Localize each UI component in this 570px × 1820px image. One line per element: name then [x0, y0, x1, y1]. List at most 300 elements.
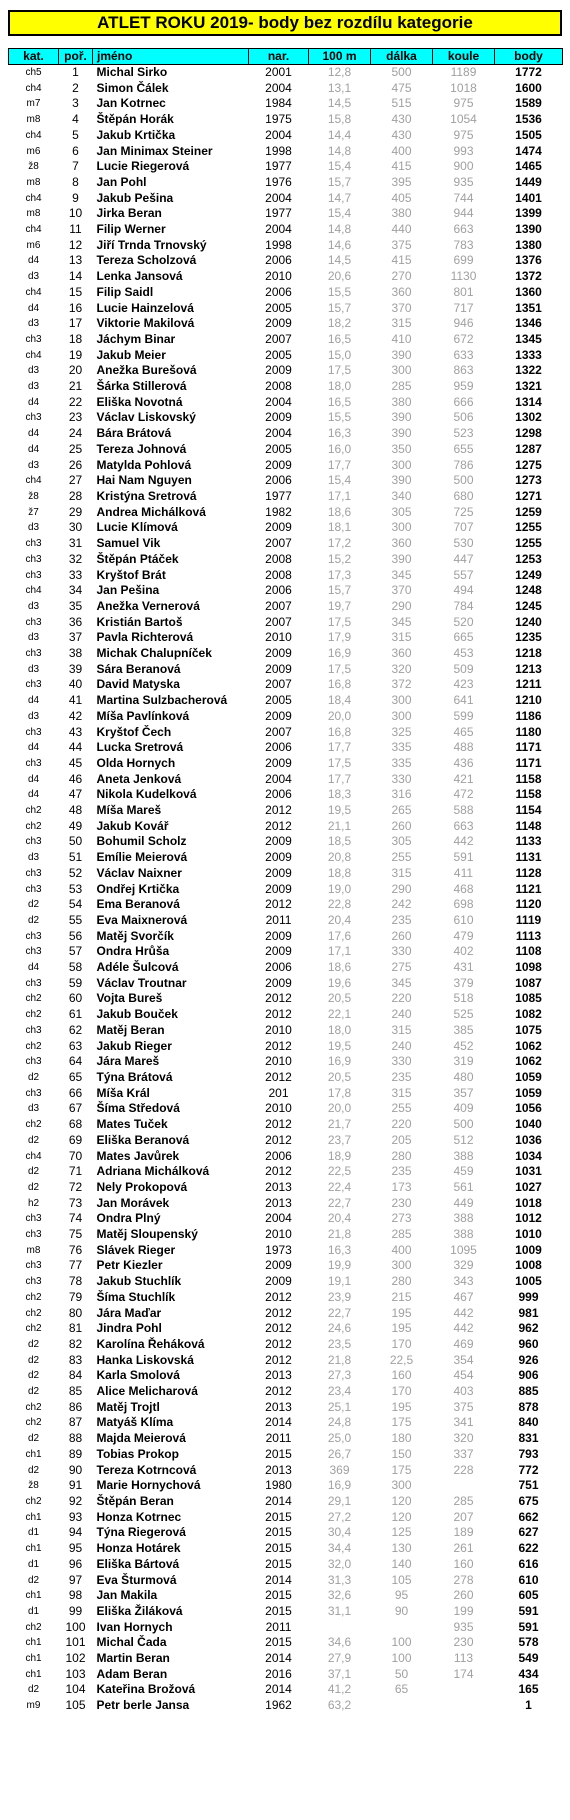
cell-body: 1148 [515, 818, 542, 833]
cell-dalka: 230 [391, 1195, 412, 1210]
cell-kat: d4 [27, 428, 40, 440]
cell-narozeni: 2014 [265, 1572, 292, 1587]
cell-dalka: 315 [391, 865, 412, 880]
cell-koule: 717 [453, 300, 474, 315]
cell-body: 1249 [515, 567, 542, 582]
cell-dalka: 150 [391, 1446, 412, 1461]
cell-dalka: 130 [391, 1541, 412, 1556]
header-koule: koule [433, 49, 495, 65]
cell-koule: 641 [453, 693, 474, 708]
cell-dalka: 300 [391, 363, 412, 378]
cell-koule: 459 [453, 1164, 474, 1179]
cell-poradi: 56 [68, 928, 83, 943]
cell-koule: 744 [453, 190, 474, 205]
table-row [9, 725, 563, 741]
cell-dalka [371, 1698, 433, 1714]
cell-koule: 261 [453, 1541, 474, 1556]
cell-poradi: 96 [68, 1556, 83, 1571]
cell-koule: 1018 [450, 80, 477, 95]
cell-poradi: 74 [68, 1211, 83, 1226]
cell-100m: 17,8 [327, 1085, 352, 1100]
table-row [9, 1306, 563, 1322]
cell-kat: ch3 [25, 883, 42, 895]
cell-koule: 375 [453, 1399, 474, 1414]
cell-dalka: 375 [391, 237, 412, 252]
table-row [9, 253, 563, 269]
cell-narozeni: 2008 [265, 567, 292, 582]
cell-poradi: 101 [65, 1635, 86, 1650]
cell-poradi: 64 [68, 1054, 83, 1069]
cell-narozeni: 2012 [265, 1336, 292, 1351]
spacer [8, 36, 562, 48]
cell-dalka: 390 [391, 347, 412, 362]
cell-poradi: 88 [68, 1431, 83, 1446]
header-row [9, 49, 563, 65]
cell-100m: 14,8 [327, 222, 352, 237]
cell-body: 1536 [515, 112, 542, 127]
cell-dalka: 235 [391, 1164, 412, 1179]
cell-dalka: 273 [391, 1211, 412, 1226]
cell-narozeni: 1998 [265, 143, 292, 158]
table-row [9, 363, 563, 379]
cell-dalka: 335 [391, 740, 412, 755]
cell-kat: d3 [27, 365, 40, 377]
cell-dalka: 360 [391, 284, 412, 299]
cell-body: 1314 [515, 394, 542, 409]
cell-100m: 15,7 [327, 174, 352, 189]
cell-jmeno: Lucka Sretrová [96, 740, 184, 755]
cell-dalka: 440 [391, 222, 412, 237]
cell-body: 1113 [515, 928, 542, 943]
cell-dalka: 180 [391, 1431, 412, 1446]
cell-koule: 561 [453, 1179, 474, 1194]
header-poradi: poř. [59, 49, 93, 65]
cell-poradi: 83 [68, 1352, 83, 1367]
table-row [9, 1541, 563, 1557]
cell-jmeno: Anežka Burešová [96, 363, 197, 378]
cell-dalka: 242 [391, 897, 412, 912]
cell-100m: 18,2 [327, 316, 352, 331]
cell-100m: 25,0 [327, 1431, 352, 1446]
cell-kat: ch3 [25, 977, 42, 989]
cell-jmeno: Hanka Liskovská [96, 1352, 194, 1367]
cell-narozeni: 2014 [265, 1493, 292, 1508]
results-body [9, 65, 563, 1714]
cell-body: 962 [518, 1321, 539, 1336]
cell-kat: ch3 [25, 648, 42, 660]
cell-dalka: 105 [391, 1572, 412, 1587]
cell-jmeno: Lenka Jansová [96, 269, 183, 284]
cell-body: 1036 [515, 1132, 542, 1147]
cell-100m: 16,9 [327, 1054, 352, 1069]
cell-narozeni: 2006 [265, 284, 292, 299]
cell-kat: d4 [27, 695, 40, 707]
cell-body: 772 [518, 1462, 539, 1477]
cell-kat: d2 [27, 1338, 40, 1350]
cell-narozeni: 1980 [265, 1478, 292, 1493]
cell-narozeni: 2009 [265, 834, 292, 849]
cell-kat: ch2 [25, 1009, 42, 1021]
cell-poradi: 24 [68, 426, 83, 441]
table-row [9, 1510, 563, 1526]
cell-body: 1351 [515, 300, 542, 315]
cell-dalka: 400 [391, 1242, 412, 1257]
cell-dalka: 65 [394, 1682, 409, 1697]
cell-jmeno: Jirka Beran [96, 206, 162, 221]
cell-100m: 18,3 [327, 787, 352, 802]
cell-narozeni: 2004 [265, 222, 292, 237]
table-row [9, 819, 563, 835]
cell-kat: m8 [26, 208, 41, 220]
cell-narozeni: 2005 [265, 441, 292, 456]
cell-poradi: 32 [68, 551, 83, 566]
cell-narozeni: 1977 [265, 206, 292, 221]
cell-koule: 421 [453, 771, 474, 786]
table-row [9, 599, 563, 615]
cell-body: 1345 [515, 331, 542, 346]
cell-kat: ch3 [25, 946, 42, 958]
cell-koule: 479 [453, 928, 474, 943]
cell-jmeno: Petr berle Jansa [96, 1698, 190, 1713]
cell-body: 1287 [515, 441, 542, 456]
table-row [9, 301, 563, 317]
cell-narozeni: 2005 [265, 300, 292, 315]
cell-100m: 23,9 [327, 1289, 352, 1304]
cell-body: 1772 [515, 65, 542, 79]
cell-body: 1505 [515, 127, 542, 142]
cell-jmeno: Ivan Hornych [96, 1619, 173, 1634]
cell-100m: 19,5 [327, 803, 352, 818]
table-row [9, 238, 563, 254]
cell-100m: 15,7 [327, 300, 352, 315]
cell-body: 1171 [515, 755, 542, 770]
cell-100m: 22,8 [327, 897, 352, 912]
cell-poradi: 80 [68, 1305, 83, 1320]
cell-poradi: 57 [68, 944, 83, 959]
cell-poradi: 40 [68, 677, 83, 692]
cell-poradi: 81 [68, 1321, 83, 1336]
cell-dalka: 380 [391, 394, 412, 409]
cell-jmeno: Eliška Beranová [96, 1132, 190, 1147]
cell-poradi: 49 [68, 818, 83, 833]
table-row [9, 615, 563, 631]
table-row [9, 882, 563, 898]
cell-dalka: 100 [391, 1651, 412, 1666]
cell-jmeno: Jan Pešina [96, 583, 160, 598]
table-row [9, 426, 563, 442]
cell-narozeni: 2009 [265, 410, 292, 425]
cell-dalka: 50 [394, 1666, 409, 1681]
cell-koule: 442 [453, 834, 474, 849]
cell-dalka: 220 [391, 1117, 412, 1132]
cell-dalka: 305 [391, 504, 412, 519]
cell-narozeni: 2014 [265, 1682, 292, 1697]
table-row [9, 991, 563, 1007]
cell-koule: 946 [453, 316, 474, 331]
cell-koule [433, 1478, 495, 1494]
cell-100m: 17,5 [327, 661, 352, 676]
table-row [9, 65, 563, 81]
cell-koule: 975 [453, 96, 474, 111]
cell-dalka: 405 [391, 190, 412, 205]
cell-body: 1119 [515, 912, 542, 927]
cell-koule: 319 [453, 1054, 474, 1069]
table-row [9, 693, 563, 709]
cell-body: 1271 [515, 488, 542, 503]
cell-100m: 18,0 [327, 1022, 352, 1037]
cell-100m: 17,7 [327, 740, 352, 755]
cell-kat: d4 [27, 443, 40, 455]
table-row [9, 206, 563, 222]
cell-jmeno: Jára Maďar [96, 1305, 162, 1320]
table-row [9, 772, 563, 788]
cell-100m: 16,3 [327, 1242, 352, 1257]
cell-narozeni: 2004 [265, 771, 292, 786]
table-row [9, 159, 563, 175]
cell-100m: 22,5 [327, 1164, 352, 1179]
cell-body: 1275 [515, 457, 542, 472]
cell-koule: 467 [453, 1289, 474, 1304]
table-row [9, 1667, 563, 1683]
cell-kat: ch2 [25, 1119, 42, 1131]
cell-jmeno: Jan Morávek [96, 1195, 170, 1210]
cell-100m: 37,1 [327, 1666, 352, 1681]
cell-narozeni: 2016 [265, 1666, 292, 1681]
cell-kat: ch2 [25, 1307, 42, 1319]
table-row [9, 552, 563, 568]
cell-kat: d3 [27, 1103, 40, 1115]
cell-poradi: 39 [68, 661, 83, 676]
table-row [9, 834, 563, 850]
cell-100m: 17,7 [327, 457, 352, 472]
cell-body: 1158 [515, 771, 542, 786]
cell-jmeno: Matyáš Klíma [96, 1415, 174, 1430]
cell-poradi: 70 [68, 1148, 83, 1163]
cell-jmeno: Bára Brátová [96, 426, 172, 441]
cell-koule: 454 [453, 1368, 474, 1383]
cell-dalka: 335 [391, 755, 412, 770]
cell-narozeni: 1976 [265, 174, 292, 189]
cell-kat: d2 [27, 1370, 40, 1382]
cell-narozeni: 1982 [265, 504, 292, 519]
cell-narozeni: 2007 [265, 536, 292, 551]
cell-narozeni: 1977 [265, 159, 292, 174]
cell-narozeni: 2012 [265, 1164, 292, 1179]
cell-koule: 379 [453, 975, 474, 990]
table-row [9, 976, 563, 992]
table-row [9, 1525, 563, 1541]
table-row [9, 630, 563, 646]
cell-100m: 21,8 [327, 1227, 352, 1242]
cell-dalka: 315 [391, 316, 412, 331]
cell-100m: 17,5 [327, 614, 352, 629]
cell-koule: 453 [453, 646, 474, 661]
cell-koule: 588 [453, 803, 474, 818]
cell-100m: 22,4 [327, 1179, 352, 1194]
cell-kat: ch2 [25, 805, 42, 817]
cell-koule: 783 [453, 237, 474, 252]
cell-dalka: 275 [391, 960, 412, 975]
cell-poradi: 52 [68, 865, 83, 880]
cell-100m: 17,9 [327, 630, 352, 645]
cell-jmeno: Samuel Vik [96, 536, 161, 551]
cell-kat: ch2 [25, 1621, 42, 1633]
cell-jmeno: Jakub Meier [96, 347, 166, 362]
table-row [9, 128, 563, 144]
cell-dalka: 170 [391, 1384, 412, 1399]
cell-body: 1253 [515, 551, 542, 566]
cell-kat: d4 [27, 773, 40, 785]
cell-narozeni: 2007 [265, 331, 292, 346]
cell-jmeno: Lucie Klímová [96, 520, 178, 535]
cell-koule: 784 [453, 598, 474, 613]
cell-poradi: 76 [68, 1242, 83, 1257]
cell-poradi: 77 [68, 1258, 83, 1273]
cell-body: 1009 [515, 1242, 542, 1257]
cell-kat: d1 [27, 1527, 40, 1539]
cell-dalka: 160 [391, 1368, 412, 1383]
header-narozeni: nar. [249, 49, 309, 65]
cell-body: 1 [525, 1698, 532, 1713]
cell-kat: d2 [27, 1684, 40, 1696]
table-row [9, 520, 563, 536]
cell-dalka: 240 [391, 1007, 412, 1022]
cell-dalka: 265 [391, 803, 412, 818]
cell-narozeni: 2010 [265, 1022, 292, 1037]
cell-dalka: 22,5 [389, 1352, 414, 1367]
cell-100m: 63,2 [327, 1698, 352, 1713]
cell-kat: ch4 [25, 129, 42, 141]
cell-body: 434 [518, 1666, 539, 1681]
cell-poradi: 4 [72, 112, 79, 127]
table-row [9, 1290, 563, 1306]
cell-kat: d2 [27, 1574, 40, 1586]
cell-100m: 21,1 [327, 818, 352, 833]
cell-narozeni: 2009 [265, 646, 292, 661]
cell-poradi: 79 [68, 1289, 83, 1304]
cell-kat: d3 [27, 522, 40, 534]
cell-100m: 12,8 [327, 65, 352, 79]
cell-narozeni: 2006 [265, 960, 292, 975]
cell-narozeni: 2005 [265, 693, 292, 708]
cell-kat: ch3 [25, 1213, 42, 1225]
cell-poradi: 65 [68, 1070, 83, 1084]
cell-koule: 442 [453, 1321, 474, 1336]
cell-kat: d1 [27, 1605, 40, 1617]
cell-jmeno: Viktorie Makilová [96, 316, 195, 331]
cell-koule: 469 [453, 1336, 474, 1351]
cell-kat: d4 [27, 962, 40, 974]
cell-koule: 786 [453, 457, 474, 472]
table-row [9, 1054, 563, 1070]
cell-body: 1018 [515, 1195, 542, 1210]
header-kat: kat. [9, 49, 59, 65]
cell-narozeni: 1962 [265, 1698, 292, 1713]
cell-100m: 23,5 [327, 1336, 352, 1351]
cell-poradi: 2 [72, 80, 79, 95]
cell-jmeno: Jindra Pohl [96, 1321, 162, 1336]
cell-jmeno: Václav Liskovský [96, 410, 196, 425]
cell-dalka: 280 [391, 1274, 412, 1289]
cell-jmeno: Karla Smolová [96, 1368, 180, 1383]
cell-body: 981 [518, 1305, 539, 1320]
cell-body: 1012 [515, 1211, 542, 1226]
cell-100m: 27,2 [327, 1509, 352, 1524]
cell-kat: ch3 [25, 1087, 42, 1099]
cell-kat: d2 [27, 1072, 40, 1083]
table-row [9, 348, 563, 364]
cell-narozeni: 2012 [265, 1117, 292, 1132]
cell-jmeno: Martina Sulzbacherová [96, 693, 228, 708]
cell-koule: 385 [453, 1022, 474, 1037]
table-row [9, 897, 563, 913]
cell-koule: 465 [453, 724, 474, 739]
cell-dalka: 235 [391, 1070, 412, 1084]
cell-koule: 442 [453, 1305, 474, 1320]
cell-jmeno: Kristýna Sretrová [96, 488, 197, 503]
cell-dalka: 300 [391, 1478, 412, 1493]
cell-jmeno: Michal Čada [96, 1635, 167, 1650]
cell-100m: 15,4 [327, 473, 352, 488]
cell-poradi: 62 [68, 1022, 83, 1037]
cell-dalka: 475 [391, 80, 412, 95]
cell-poradi: 105 [65, 1698, 86, 1713]
cell-narozeni: 2015 [265, 1556, 292, 1571]
cell-body: 1240 [515, 614, 542, 629]
cell-koule: 228 [453, 1462, 474, 1477]
cell-poradi: 86 [68, 1399, 83, 1414]
cell-narozeni: 2004 [265, 190, 292, 205]
cell-narozeni: 1977 [265, 488, 292, 503]
table-row [9, 316, 563, 332]
cell-100m: 32,6 [327, 1588, 352, 1603]
cell-100m: 17,5 [327, 363, 352, 378]
cell-jmeno: Kryštof Čech [96, 724, 172, 739]
cell-poradi: 73 [68, 1195, 83, 1210]
cell-narozeni: 2015 [265, 1525, 292, 1540]
cell-100m: 31,1 [327, 1603, 352, 1618]
table-row [9, 1227, 563, 1243]
cell-dalka: 370 [391, 583, 412, 598]
cell-poradi: 17 [68, 316, 83, 331]
cell-jmeno: Jan Minimax Steiner [96, 143, 213, 158]
cell-dalka: 390 [391, 410, 412, 425]
cell-100m: 16,8 [327, 677, 352, 692]
cell-100m: 17,1 [327, 488, 352, 503]
cell-narozeni: 2006 [265, 740, 292, 755]
cell-narozeni: 2007 [265, 724, 292, 739]
cell-kat: d3 [27, 381, 40, 393]
cell-body: 1186 [515, 708, 542, 723]
cell-body: 1005 [515, 1274, 542, 1289]
cell-body: 840 [518, 1415, 539, 1430]
table-row [9, 489, 563, 505]
cell-kat: ch3 [25, 726, 42, 738]
cell-jmeno: Jakub Rieger [96, 1038, 172, 1053]
cell-dalka: 300 [391, 693, 412, 708]
table-row [9, 1007, 563, 1023]
cell-kat: d2 [27, 1166, 40, 1178]
cell-koule: 518 [453, 991, 474, 1006]
cell-body: 591 [518, 1619, 539, 1634]
cell-dalka: 195 [391, 1321, 412, 1336]
cell-100m: 22,7 [327, 1195, 352, 1210]
cell-dalka: 320 [391, 661, 412, 676]
cell-koule: 409 [453, 1101, 474, 1116]
cell-dalka: 316 [391, 787, 412, 802]
cell-narozeni: 1973 [265, 1242, 292, 1257]
cell-jmeno: Alice Melicharová [96, 1384, 198, 1399]
